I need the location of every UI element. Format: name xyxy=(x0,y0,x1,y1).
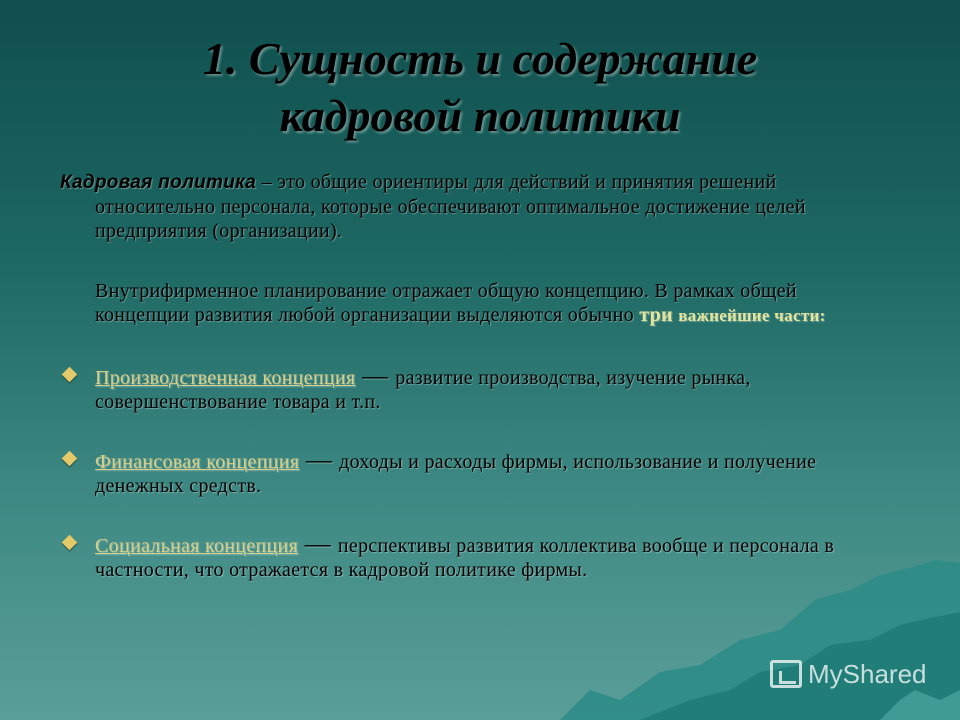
highlight-three: три xyxy=(639,304,673,326)
concept-dash: — xyxy=(297,529,338,558)
planning-paragraph xyxy=(60,279,890,328)
concept-dash: — xyxy=(299,445,340,474)
definition-text: – это общие ориентиры для действий и принятия решений относительно персонала, которые обеспечивают оптимальное достижение целей предприятия (организации). xyxy=(95,171,806,242)
slide-body xyxy=(60,170,890,582)
title-line-1: 1. Сущность и содержание xyxy=(202,33,758,84)
title-line-2: кадровой политики xyxy=(279,90,681,141)
watermark-text: MyShared xyxy=(808,658,927,689)
bullet-financial xyxy=(60,445,890,498)
diamond-bullet-icon xyxy=(62,451,78,467)
planning-colon: : xyxy=(819,306,826,325)
bullet-production xyxy=(60,361,890,414)
concept-label: Социальная концепция xyxy=(95,535,298,557)
concept-text: развитие производства, изучение рынка, совершенствование товара и т.п. xyxy=(95,367,751,413)
slide-title xyxy=(0,30,960,144)
planning-text: Внутрифирменное планирование отражает общую концепцию. В рамках общей концепции развития любой организации выделяются обычно xyxy=(95,280,797,326)
concept-label: Финансовая концепция xyxy=(95,451,300,473)
concept-text: перспективы развития коллектива вообще и персонала в частности, что отражается в кадровой политике фирмы. xyxy=(95,535,835,581)
concept-dash: — xyxy=(355,361,396,390)
concept-text: доходы и расходы фирмы, использование и получение денежных средств. xyxy=(95,451,817,497)
myshared-watermark[interactable] xyxy=(770,656,927,692)
definition-term: Кадровая политика xyxy=(60,172,262,193)
diamond-bullet-icon xyxy=(62,535,78,551)
presentation-board-icon xyxy=(770,660,802,688)
diamond-bullet-icon xyxy=(62,367,78,383)
bullet-social xyxy=(60,529,890,582)
highlight-important-parts: важнейшие части xyxy=(678,306,820,325)
concept-label: Производственная концепция xyxy=(95,367,356,389)
definition-paragraph xyxy=(60,170,890,243)
